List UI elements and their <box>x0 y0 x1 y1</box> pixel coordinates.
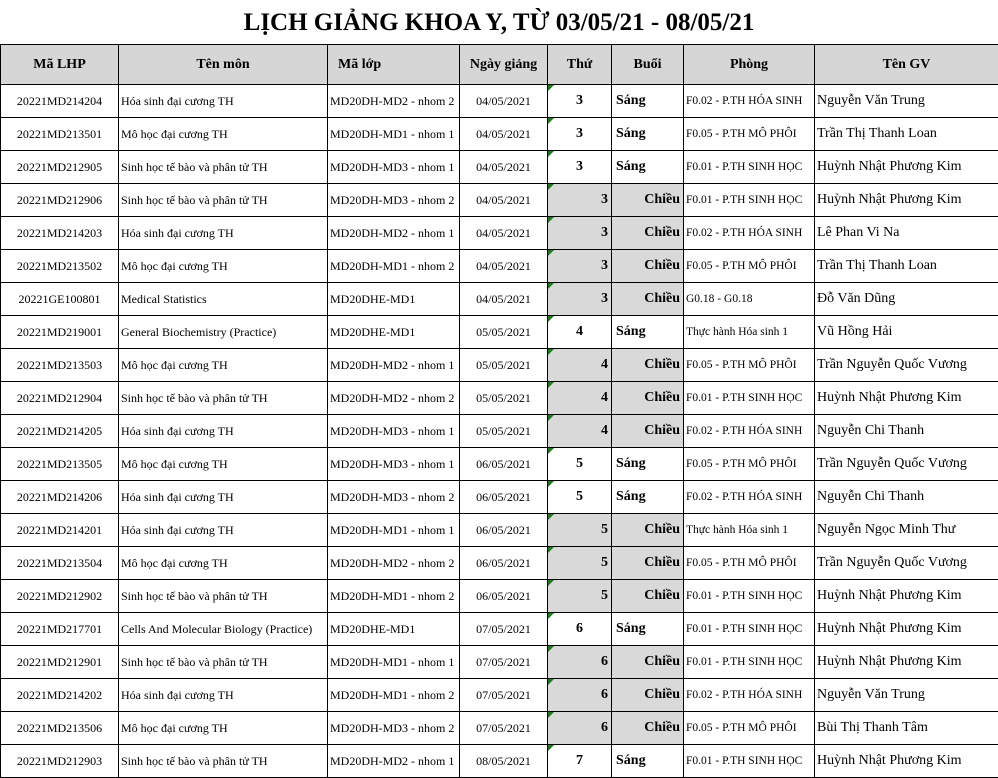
page-title: LỊCH GIẢNG KHOA Y, TỪ 03/05/21 - 08/05/21 <box>243 9 755 36</box>
cell-buoi: Sáng <box>612 85 684 118</box>
cell-buoi: Chiều <box>612 547 684 580</box>
cell-ma-lop: MD20DHE-MD1 <box>328 613 460 646</box>
cell-phong: G0.18 - G0.18 <box>684 283 815 316</box>
cell-buoi: Chiều <box>612 712 684 745</box>
cell-ma-lhp: 20221MD212901 <box>1 646 119 679</box>
cell-phong: F0.01 - P.TH SINH HỌC <box>684 580 815 613</box>
cell-ten-mon: Hóa sinh đại cương TH <box>119 514 328 547</box>
cell-ten-gv: Huỳnh Nhật Phương Kim <box>815 745 998 778</box>
table-row <box>1 151 998 184</box>
cell-phong: F0.02 - P.TH HÓA SINH <box>684 679 815 712</box>
cell-thu: 4 <box>548 415 612 448</box>
cell-phong: F0.02 - P.TH HÓA SINH <box>684 481 815 514</box>
cell-phong: F0.01 - P.TH SINH HỌC <box>684 613 815 646</box>
cell-phong: F0.01 - P.TH SINH HỌC <box>684 646 815 679</box>
cell-ngay-giang: 05/05/2021 <box>460 415 548 448</box>
cell-phong: F0.02 - P.TH HÓA SINH <box>684 415 815 448</box>
cell-ten-gv: Nguyễn Ngọc Minh Thư <box>815 514 998 547</box>
cell-ten-gv: Huỳnh Nhật Phương Kim <box>815 646 998 679</box>
cell-ten-gv: Bùi Thị Thanh Tâm <box>815 712 998 745</box>
cell-ten-mon: Hóa sinh đại cương TH <box>119 415 328 448</box>
cell-ma-lop: MD20DH-MD1 - nhom 1 <box>328 118 460 151</box>
cell-buoi: Chiều <box>612 184 684 217</box>
cell-ten-mon: Hóa sinh đại cương TH <box>119 679 328 712</box>
cell-ma-lop: MD20DH-MD2 - nhom 1 <box>328 349 460 382</box>
cell-ma-lhp: 20221MD214205 <box>1 415 119 448</box>
cell-buoi: Chiều <box>612 349 684 382</box>
cell-ten-mon: Mô học đại cương TH <box>119 118 328 151</box>
table-row <box>1 613 998 646</box>
cell-buoi: Chiều <box>612 283 684 316</box>
cell-ma-lhp: 20221MD214203 <box>1 217 119 250</box>
cell-thu: 6 <box>548 613 612 646</box>
cell-buoi: Sáng <box>612 118 684 151</box>
cell-ngay-giang: 07/05/2021 <box>460 679 548 712</box>
cell-ten-gv: Nguyễn Chi Thanh <box>815 481 998 514</box>
schedule-body <box>1 85 998 778</box>
cell-thu: 3 <box>548 151 612 184</box>
cell-ngay-giang: 04/05/2021 <box>460 217 548 250</box>
cell-phong: F0.02 - P.TH HÓA SINH <box>684 85 815 118</box>
cell-phong: Thực hành Hóa sinh 1 <box>684 316 815 349</box>
cell-ngay-giang: 06/05/2021 <box>460 481 548 514</box>
cell-ngay-giang: 08/05/2021 <box>460 745 548 778</box>
cell-thu: 3 <box>548 283 612 316</box>
cell-ten-gv: Nguyễn Văn Trung <box>815 679 998 712</box>
header-ma-lhp: Mã LHP <box>1 45 119 85</box>
cell-ma-lop: MD20DH-MD3 - nhom 1 <box>328 151 460 184</box>
cell-ngay-giang: 06/05/2021 <box>460 547 548 580</box>
header-ngay-giang: Ngày giảng <box>460 45 548 85</box>
cell-ma-lop: MD20DH-MD2 - nhom 1 <box>328 217 460 250</box>
cell-ten-mon: Sinh học tế bào và phân tử TH <box>119 382 328 415</box>
cell-ma-lop: MD20DHE-MD1 <box>328 283 460 316</box>
cell-thu: 5 <box>548 580 612 613</box>
cell-buoi: Sáng <box>612 151 684 184</box>
cell-ngay-giang: 04/05/2021 <box>460 151 548 184</box>
cell-buoi: Chiều <box>612 646 684 679</box>
cell-phong: F0.01 - P.TH SINH HỌC <box>684 745 815 778</box>
cell-phong: F0.05 - P.TH MÔ PHÔI <box>684 250 815 283</box>
cell-buoi: Sáng <box>612 745 684 778</box>
cell-ten-gv: Huỳnh Nhật Phương Kim <box>815 613 998 646</box>
table-row <box>1 679 998 712</box>
table-row <box>1 118 998 151</box>
cell-ten-gv: Trần Nguyễn Quốc Vương <box>815 448 998 481</box>
cell-ma-lhp: 20221MD214206 <box>1 481 119 514</box>
cell-buoi: Chiều <box>612 382 684 415</box>
cell-thu: 6 <box>548 646 612 679</box>
cell-ma-lhp: 20221MD213506 <box>1 712 119 745</box>
cell-ma-lhp: 20221MD214204 <box>1 85 119 118</box>
cell-phong: F0.01 - P.TH SINH HỌC <box>684 382 815 415</box>
cell-ten-mon: Mô học đại cương TH <box>119 712 328 745</box>
table-row <box>1 382 998 415</box>
cell-thu: 7 <box>548 745 612 778</box>
cell-ten-mon: Mô học đại cương TH <box>119 349 328 382</box>
cell-ma-lhp: 20221MD212905 <box>1 151 119 184</box>
cell-phong: F0.05 - P.TH MÔ PHÔI <box>684 448 815 481</box>
cell-ma-lop: MD20DH-MD1 - nhom 2 <box>328 679 460 712</box>
table-row <box>1 349 998 382</box>
cell-ngay-giang: 06/05/2021 <box>460 448 548 481</box>
cell-buoi: Sáng <box>612 448 684 481</box>
cell-thu: 6 <box>548 679 612 712</box>
cell-phong: F0.01 - P.TH SINH HỌC <box>684 184 815 217</box>
cell-thu: 4 <box>548 382 612 415</box>
cell-ten-mon: Sinh học tế bào và phân tử TH <box>119 151 328 184</box>
cell-ten-gv: Trần Nguyễn Quốc Vương <box>815 547 998 580</box>
cell-ma-lhp: 20221MD214202 <box>1 679 119 712</box>
cell-ten-mon: Sinh học tế bào và phân tử TH <box>119 745 328 778</box>
cell-ten-mon: Mô học đại cương TH <box>119 250 328 283</box>
header-ten-gv: Tên GV <box>815 45 998 85</box>
cell-phong: F0.02 - P.TH HÓA SINH <box>684 217 815 250</box>
cell-ngay-giang: 05/05/2021 <box>460 382 548 415</box>
cell-ma-lhp: 20221MD212902 <box>1 580 119 613</box>
cell-ma-lhp: 20221MD213501 <box>1 118 119 151</box>
cell-ten-gv: Vũ Hồng Hải <box>815 316 998 349</box>
table-row <box>1 745 998 778</box>
cell-ngay-giang: 05/05/2021 <box>460 349 548 382</box>
cell-ten-mon: Hóa sinh đại cương TH <box>119 481 328 514</box>
cell-phong: F0.05 - P.TH MÔ PHÔI <box>684 118 815 151</box>
cell-ten-gv: Huỳnh Nhật Phương Kim <box>815 382 998 415</box>
cell-ma-lhp: 20221MD213504 <box>1 547 119 580</box>
cell-ten-mon: Mô học đại cương TH <box>119 448 328 481</box>
cell-ten-gv: Nguyễn Chi Thanh <box>815 415 998 448</box>
cell-ten-gv: Nguyễn Văn Trung <box>815 85 998 118</box>
cell-ma-lop: MD20DH-MD3 - nhom 2 <box>328 184 460 217</box>
cell-ten-mon: Sinh học tế bào và phân tử TH <box>119 580 328 613</box>
table-row <box>1 85 998 118</box>
cell-ten-gv: Trần Thị Thanh Loan <box>815 250 998 283</box>
cell-thu: 3 <box>548 118 612 151</box>
cell-ma-lhp: 20221MD212906 <box>1 184 119 217</box>
header-buoi: Buổi <box>612 45 684 85</box>
cell-ma-lhp: 20221MD219001 <box>1 316 119 349</box>
cell-ten-gv: Trần Nguyễn Quốc Vương <box>815 349 998 382</box>
header-thu: Thứ <box>548 45 612 85</box>
table-row <box>1 547 998 580</box>
cell-buoi: Chiều <box>612 514 684 547</box>
cell-ma-lop: MD20DH-MD1 - nhom 2 <box>328 580 460 613</box>
cell-thu: 3 <box>548 217 612 250</box>
cell-ngay-giang: 04/05/2021 <box>460 118 548 151</box>
cell-ma-lhp: 20221MD217701 <box>1 613 119 646</box>
cell-ngay-giang: 06/05/2021 <box>460 580 548 613</box>
cell-ma-lop: MD20DHE-MD1 <box>328 316 460 349</box>
cell-thu: 5 <box>548 547 612 580</box>
cell-buoi: Chiều <box>612 250 684 283</box>
cell-ngay-giang: 06/05/2021 <box>460 514 548 547</box>
cell-ngay-giang: 04/05/2021 <box>460 283 548 316</box>
table-row <box>1 481 998 514</box>
cell-phong: F0.01 - P.TH SINH HỌC <box>684 151 815 184</box>
cell-buoi: Chiều <box>612 679 684 712</box>
cell-ten-mon: Sinh học tế bào và phân tử TH <box>119 184 328 217</box>
cell-ngay-giang: 07/05/2021 <box>460 646 548 679</box>
cell-thu: 6 <box>548 712 612 745</box>
table-row <box>1 580 998 613</box>
cell-ma-lop: MD20DH-MD3 - nhom 2 <box>328 712 460 745</box>
cell-thu: 3 <box>548 250 612 283</box>
header-row <box>1 45 998 85</box>
cell-thu: 4 <box>548 349 612 382</box>
table-row <box>1 184 998 217</box>
cell-phong: F0.05 - P.TH MÔ PHÔI <box>684 712 815 745</box>
cell-ma-lop: MD20DH-MD3 - nhom 1 <box>328 415 460 448</box>
cell-ma-lop: MD20DH-MD1 - nhom 1 <box>328 514 460 547</box>
cell-thu: 3 <box>548 184 612 217</box>
table-row <box>1 712 998 745</box>
table-row <box>1 514 998 547</box>
table-row <box>1 217 998 250</box>
cell-ma-lhp: 20221MD213505 <box>1 448 119 481</box>
cell-ten-gv: Trần Thị Thanh Loan <box>815 118 998 151</box>
cell-buoi: Sáng <box>612 613 684 646</box>
table-row <box>1 415 998 448</box>
cell-ten-mon: Cells And Molecular Biology (Practice) <box>119 613 328 646</box>
header-phong: Phòng <box>684 45 815 85</box>
cell-ngay-giang: 04/05/2021 <box>460 250 548 283</box>
cell-ten-gv: Huỳnh Nhật Phương Kim <box>815 151 998 184</box>
table-row <box>1 283 998 316</box>
cell-ten-mon: Sinh học tế bào và phân tử TH <box>119 646 328 679</box>
cell-ma-lop: MD20DH-MD3 - nhom 1 <box>328 448 460 481</box>
cell-ngay-giang: 05/05/2021 <box>460 316 548 349</box>
cell-buoi: Sáng <box>612 481 684 514</box>
cell-ma-lop: MD20DH-MD1 - nhom 2 <box>328 250 460 283</box>
cell-phong: F0.05 - P.TH MÔ PHÔI <box>684 349 815 382</box>
cell-ma-lop: MD20DH-MD2 - nhom 2 <box>328 382 460 415</box>
cell-ngay-giang: 07/05/2021 <box>460 613 548 646</box>
cell-ten-gv: Huỳnh Nhật Phương Kim <box>815 184 998 217</box>
cell-buoi: Chiều <box>612 415 684 448</box>
cell-thu: 5 <box>548 481 612 514</box>
cell-buoi: Chiều <box>612 580 684 613</box>
header-ten-mon: Tên môn <box>119 45 328 85</box>
cell-thu: 5 <box>548 448 612 481</box>
cell-thu: 5 <box>548 514 612 547</box>
table-row <box>1 316 998 349</box>
table-row <box>1 448 998 481</box>
cell-ten-gv: Lê Phan Vi Na <box>815 217 998 250</box>
header-ma-lop: Mã lớp <box>328 45 460 85</box>
cell-ma-lhp: 20221MD212903 <box>1 745 119 778</box>
cell-ma-lhp: 20221MD212904 <box>1 382 119 415</box>
cell-ngay-giang: 07/05/2021 <box>460 712 548 745</box>
cell-ma-lop: MD20DH-MD3 - nhom 2 <box>328 481 460 514</box>
cell-ngay-giang: 04/05/2021 <box>460 184 548 217</box>
table-row <box>1 250 998 283</box>
cell-ma-lop: MD20DH-MD2 - nhom 1 <box>328 745 460 778</box>
cell-ngay-giang: 04/05/2021 <box>460 85 548 118</box>
cell-buoi: Sáng <box>612 316 684 349</box>
cell-thu: 4 <box>548 316 612 349</box>
cell-phong: F0.05 - P.TH MÔ PHÔI <box>684 547 815 580</box>
table-row <box>1 646 998 679</box>
cell-ten-mon: Hóa sinh đại cương TH <box>119 85 328 118</box>
cell-ma-lop: MD20DH-MD2 - nhom 2 <box>328 547 460 580</box>
cell-ma-lhp: 20221GE100801 <box>1 283 119 316</box>
cell-buoi: Chiều <box>612 217 684 250</box>
cell-ten-mon: Medical Statistics <box>119 283 328 316</box>
cell-ma-lhp: 20221MD213503 <box>1 349 119 382</box>
cell-ma-lop: MD20DH-MD2 - nhom 2 <box>328 85 460 118</box>
cell-ma-lop: MD20DH-MD1 - nhom 1 <box>328 646 460 679</box>
cell-ten-gv: Đỗ Văn Dũng <box>815 283 998 316</box>
cell-ten-mon: Hóa sinh đại cương TH <box>119 217 328 250</box>
cell-ten-mon: Mô học đại cương TH <box>119 547 328 580</box>
schedule-table <box>0 44 998 778</box>
cell-ma-lhp: 20221MD214201 <box>1 514 119 547</box>
cell-thu: 3 <box>548 85 612 118</box>
cell-ma-lhp: 20221MD213502 <box>1 250 119 283</box>
cell-ten-mon: General Biochemistry (Practice) <box>119 316 328 349</box>
cell-phong: Thực hành Hóa sinh 1 <box>684 514 815 547</box>
cell-ten-gv: Huỳnh Nhật Phương Kim <box>815 580 998 613</box>
